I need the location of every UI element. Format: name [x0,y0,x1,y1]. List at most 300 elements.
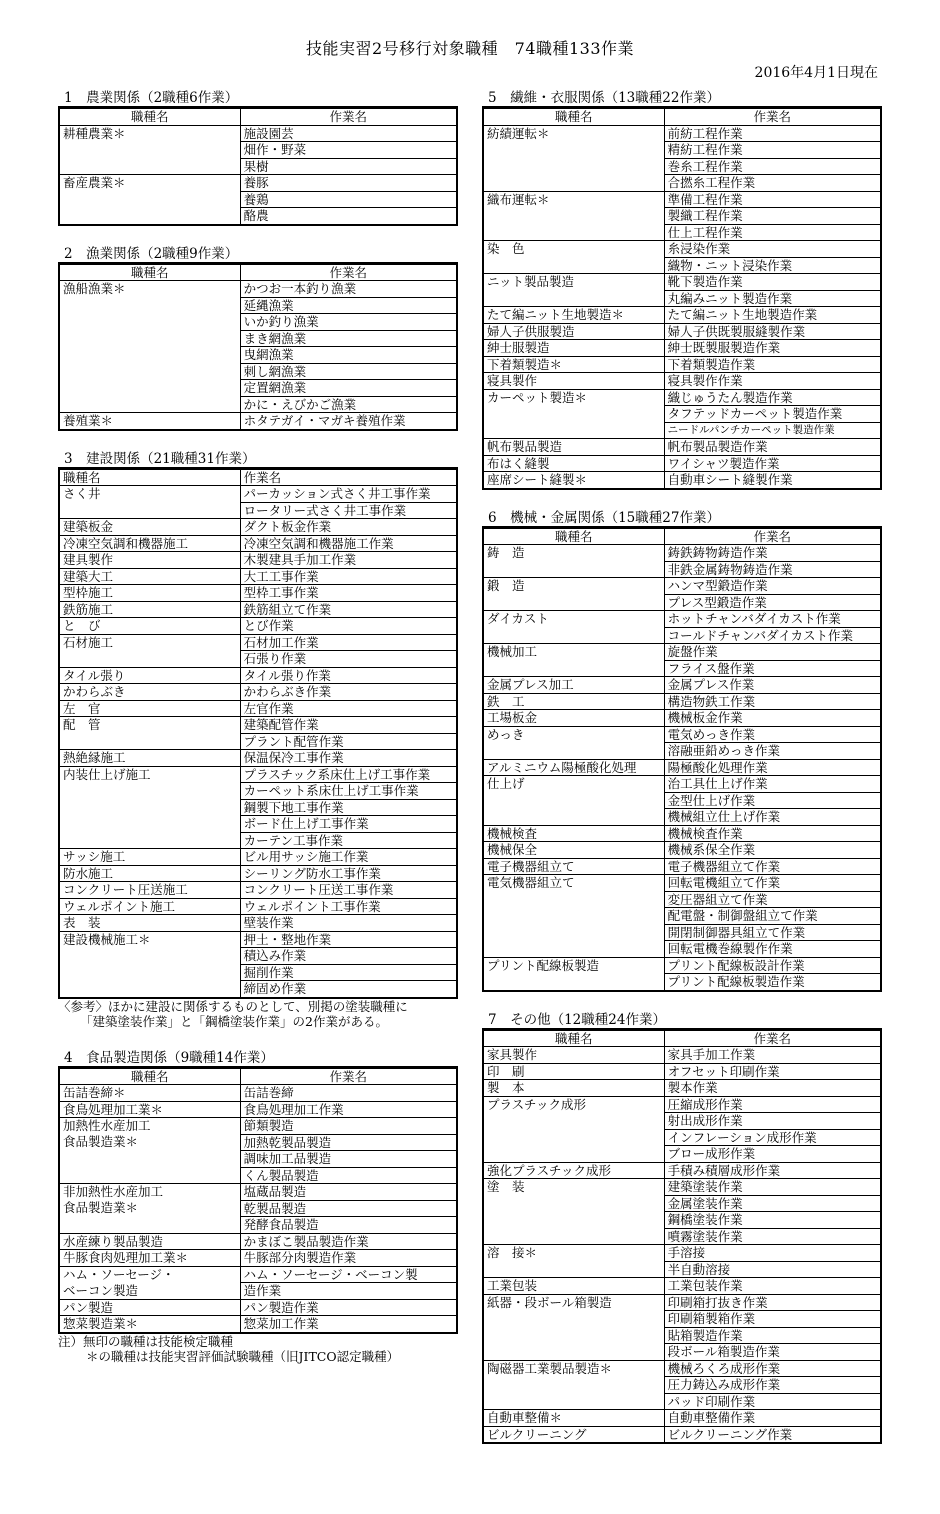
occupation-cell: 建具製作 [59,552,240,569]
task-cell: 金型仕上げ作業 [664,792,881,809]
table-row [59,634,457,651]
occupation-cell [59,158,240,175]
occupation-cell: 養殖業＊ [59,413,240,430]
table-row [483,1377,881,1394]
table-row [483,1245,881,1262]
occupation-cell [59,1167,240,1184]
table-row [59,1233,457,1250]
occupation-cell [483,290,664,307]
task-cell: ハム・ソーセージ・ベーコン製 [240,1266,457,1283]
table-row [483,974,881,991]
table-row [483,439,881,456]
occupation-cell: 帆布製品製造 [483,439,664,456]
occupation-cell [59,142,240,159]
table-row [59,684,457,701]
task-cell: 手積み積層成形作業 [664,1162,881,1179]
task-cell: ウェルポイント工事作業 [240,898,457,915]
occupation-cell [483,208,664,225]
table-row [483,1212,881,1229]
task-cell: 印刷箱製箱作業 [664,1311,881,1328]
table-row [59,330,457,347]
table-row [59,363,457,380]
table-row [483,1278,881,1295]
task-cell: 製織工程作業 [664,208,881,225]
table-row [59,158,457,175]
task-cell: 仕上工程作業 [667,224,743,240]
table-header-row [483,1030,881,1047]
table-row [59,865,457,882]
task-cell: プリント配線板設計作業 [664,957,881,974]
task-cell: 壁装作業 [240,915,457,932]
task-cell: 陽極酸化処理作業 [664,759,881,776]
table-header-row [59,264,457,281]
table-row [483,175,881,192]
task-cell: 刺し網漁業 [240,363,457,380]
table-row [483,472,881,489]
table-row [483,611,881,628]
task-cell: 加熱乾製品製造 [240,1134,457,1151]
column-header-task: 作業名 [240,264,457,281]
task-cell: ビル用サッシ施工作業 [240,849,457,866]
task-cell: 治工具仕上げ作業 [664,776,881,793]
table-row [483,545,881,562]
occupation-cell [483,158,664,175]
occupation-cell [59,502,240,519]
task-cell: かに・えびかご漁業 [243,396,357,412]
occupation-cell: 座席シート縫製＊ [483,472,664,489]
section-title: 4 食品製造関係（9職種14作業） [58,1050,458,1067]
left-column [58,90,458,1365]
table-row [483,941,881,958]
task-cell: 畑作・野菜 [240,142,457,159]
task-cell: 延縄漁業 [240,297,457,314]
occupation-cell: 寝具製作 [483,373,664,390]
task-cell: ダクト板金作業 [240,519,457,536]
task-cell: 婦人子供既製服縫製作業 [664,323,881,340]
table-row [59,1316,457,1333]
occupation-cell [483,941,664,958]
occupation-cell [483,743,664,760]
occupation-cell [59,347,240,364]
job-table [482,527,882,992]
table-row [483,125,881,142]
task-cell: 自動車整備作業 [664,1410,881,1427]
table-row [59,651,457,668]
occupation-cell [483,1377,664,1394]
occupation-cell: 表 装 [59,915,240,932]
occupation-cell [483,974,664,991]
table-row [59,175,457,192]
task-cell: 溶融亜鉛めっき作業 [667,743,780,758]
table-row [483,274,881,291]
table-row [483,406,881,423]
task-cell: 建築塗装作業 [664,1179,881,1196]
column-header-occupation: 職種名 [59,1068,240,1085]
task-cell: プラント配管作業 [243,733,344,749]
occupation-cell: 建築板金 [59,519,240,536]
column-header-task: 作業名 [240,1068,457,1085]
table-row [59,142,457,159]
table-row [59,1167,457,1184]
occupation-cell: 缶詰巻締＊ [59,1085,240,1102]
table-row [59,700,457,717]
task-cell: タフテッドカーペット製造作業 [664,406,881,423]
task-cell: 果樹 [243,158,269,174]
table-row [59,964,457,981]
occupation-cell [59,832,240,849]
task-cell: 木製建具手加工作業 [240,552,457,569]
task-cell: 機械板金作業 [664,710,881,727]
table-row [59,1250,457,1267]
table-row [483,726,881,743]
job-table [58,263,458,431]
occupation-cell: ベーコン製造 [59,1283,240,1300]
task-cell: 牛豚部分肉製造作業 [240,1250,457,1267]
occupation-cell [483,175,664,192]
task-cell: 養鶏 [240,191,457,208]
table-row [483,455,881,472]
occupation-cell: 食鳥処理加工業＊ [59,1101,240,1118]
occupation-cell: 漁船漁業＊ [59,281,240,298]
occupation-cell [483,1113,664,1130]
table-row [483,191,881,208]
occupation-cell: 鉄筋施工 [59,601,240,618]
table-row [483,1195,881,1212]
task-cell: 鉄筋組立て作業 [240,601,457,618]
occupation-cell: ビルクリーニング [483,1426,664,1443]
task-cell: 発酵食品製造 [243,1217,319,1232]
table-row [483,792,881,809]
task-cell: いか釣り漁業 [240,314,457,331]
task-cell: たて編ニット生地製造作業 [664,307,881,324]
occupation-cell [483,1212,664,1229]
table-row [483,776,881,793]
occupation-cell [483,1393,664,1410]
occupation-cell: 婦人子供服製造 [483,323,664,340]
occupation-cell: 牛豚食肉処理加工業＊ [59,1250,240,1267]
occupation-cell [483,406,664,423]
table-row [483,693,881,710]
task-cell: 機械ろくろ成形作業 [664,1360,881,1377]
occupation-cell: 家具製作 [483,1047,664,1064]
table-row [59,849,457,866]
task-cell: まき網漁業 [240,330,457,347]
occupation-cell [483,1311,664,1328]
occupation-cell: 織布運転＊ [483,191,664,208]
occupation-cell [483,594,664,611]
task-cell: 掘削作業 [240,964,457,981]
task-cell: フライス盤作業 [667,660,755,676]
task-cell: 食鳥処理加工作業 [240,1101,457,1118]
table-row [483,1146,881,1163]
task-cell: 大工工事作業 [240,568,457,585]
task-cell: 金属塗装作業 [664,1195,881,1212]
task-cell: 家具手加工作業 [667,1047,756,1062]
occupation-cell [59,799,240,816]
task-cell: ニードルパンチカーペット製造作業 [667,423,835,436]
task-cell: ホットチャンバダイカスト作業 [664,611,881,628]
task-cell: ブロー成形作業 [667,1146,756,1161]
occupation-cell: 非加熱性水産加工 [59,1184,240,1201]
occupation-cell: 自動車整備＊ [483,1410,664,1427]
table-row [483,241,881,258]
occupation-cell [59,191,240,208]
occupation-cell: 機械検査 [483,825,664,842]
table-row [483,809,881,826]
task-cell: プリント配線板製造作業 [667,974,805,989]
table-row [59,568,457,585]
section-title: 3 建設関係（21職種31作業） [58,451,458,468]
page-title: 技能実習2号移行対象職種 74職種133作業 [305,39,635,58]
occupation-cell: コンクリート圧送施工 [59,882,240,899]
table-row [483,1327,881,1344]
table-row [483,1393,881,1410]
table-row [59,832,457,849]
occupation-cell [483,792,664,809]
task-cell: 曳網漁業 [240,347,457,364]
table-row [59,799,457,816]
occupation-cell: と び [59,618,240,635]
table-row [59,601,457,618]
occupation-cell: さく井 [59,486,240,503]
task-cell: ホタテガイ・マガキ養殖作業 [240,413,457,430]
table-row [483,842,881,859]
occupation-cell: アルミニウム陽極酸化処理 [483,759,664,776]
table-row [59,535,457,552]
occupation-cell: 建築大工 [59,568,240,585]
occupation-cell: プラスチック成形 [483,1096,664,1113]
table-row [59,297,457,314]
occupation-cell: 鉄 工 [483,693,664,710]
occupation-cell [483,891,664,908]
occupation-cell: 水産練り製品製造 [59,1233,240,1250]
occupation-cell [59,297,240,314]
table-row [483,1294,881,1311]
task-cell: 圧力鋳込み成形作業 [664,1377,881,1394]
task-cell: 機械系保全作業 [664,842,881,859]
table-row [59,1217,457,1234]
task-cell: 織じゅうたん製造作業 [664,389,881,406]
as-of-date: 2016年4月1日現在 [754,65,878,81]
occupation-cell [483,1261,664,1278]
occupation-cell [483,1129,664,1146]
construction-note-line1: 〈参考〉ほかに建設に関係するものとして、別掲の塗装職種に [58,998,408,1014]
table-row [59,981,457,998]
task-cell: ハンマ型鍛造作業 [664,578,881,595]
occupation-cell [59,1217,240,1234]
table-row [59,191,457,208]
table-row [483,224,881,241]
task-cell: 半自動溶接 [667,1261,731,1277]
task-cell: ワイシャツ製造作業 [664,455,881,472]
task-cell: プラスチック系床仕上げ工事作業 [240,766,457,783]
occupation-cell [483,257,664,274]
table-row [59,1299,457,1316]
occupation-cell [483,627,664,644]
table-row [59,1151,457,1168]
occupation-cell: 石材施工 [59,634,240,651]
task-cell: 合撚糸工程作業 [667,175,756,190]
section-fishery [58,246,458,431]
task-cell: 乾製品製造 [240,1200,457,1217]
table-row [59,1283,457,1300]
task-cell: 建築配管作業 [240,717,457,734]
task-cell: 印刷箱打抜き作業 [664,1294,881,1311]
occupation-cell: タイル張り [59,667,240,684]
occupation-cell [59,363,240,380]
column-header-task: 作業名 [664,108,881,125]
table-row [483,1047,881,1064]
table-row [483,1179,881,1196]
table-row [483,208,881,225]
occupation-cell [59,380,240,397]
table-row [483,1162,881,1179]
task-cell: 段ボール箱製造作業 [667,1344,780,1359]
occupation-cell: 熱絶縁施工 [59,750,240,767]
occupation-cell: 加熱性水産加工 [59,1118,240,1135]
table-row [483,356,881,373]
table-row [59,816,457,833]
table-row [59,208,457,225]
column-header-task: 作業名 [664,1030,881,1047]
task-cell: 積込み作業 [240,948,457,965]
table-row [59,783,457,800]
occupation-cell: 電子機器組立て [483,858,664,875]
section-food [58,1050,458,1334]
table-row [59,347,457,364]
task-cell: オフセット印刷作業 [664,1063,881,1080]
occupation-cell: 印 刷 [483,1063,664,1080]
table-row [483,644,881,661]
occupation-cell: 鋳 造 [483,545,664,562]
table-row [59,1134,457,1151]
job-table [482,1029,882,1445]
section-construction [58,451,458,999]
occupation-cell [59,948,240,965]
occupation-cell: 工場板金 [483,710,664,727]
section-machinery [482,510,882,992]
task-cell: 巻糸工程作業 [664,158,881,175]
task-cell: 造作業 [243,1283,282,1298]
job-table [58,1067,458,1334]
task-cell: コールドチャンバダイカスト作業 [667,627,853,643]
table-row [59,618,457,635]
task-cell: 鋼橋塗装作業 [664,1212,881,1229]
occupation-cell [59,981,240,998]
column-header-occupation: 職種名 [483,1030,664,1047]
task-cell: 締固め作業 [243,981,307,996]
table-row [59,502,457,519]
task-cell: かまぼこ製品製造作業 [240,1233,457,1250]
task-cell: 左官作業 [240,700,457,717]
job-table [58,468,458,999]
task-cell: 鋼製下地工事作業 [240,799,457,816]
table-row [59,948,457,965]
task-cell: 酪農 [243,208,269,223]
table-row [483,825,881,842]
occupation-cell: 耕種農業＊ [59,125,240,142]
task-cell: ロータリー式さく井工事作業 [243,502,407,518]
table-row [59,1101,457,1118]
table-row [59,667,457,684]
task-cell: 養豚 [240,175,457,192]
occupation-cell [59,330,240,347]
occupation-cell: 建設機械施工＊ [59,931,240,948]
task-cell: 工業包装作業 [664,1278,881,1295]
occupation-cell: 紳士服製造 [483,340,664,357]
task-cell: 変圧器組立て作業 [664,891,881,908]
table-row [59,1200,457,1217]
occupation-cell: 防水施工 [59,865,240,882]
task-cell: 自動車シート縫製作業 [664,472,881,489]
task-cell: 靴下製造作業 [664,274,881,291]
table-row [483,422,881,439]
task-cell: 型枠工事作業 [240,585,457,602]
task-cell: 旋盤作業 [664,644,881,661]
column-header-occupation: 職種名 [59,264,240,281]
table-row [483,759,881,776]
job-table [482,107,882,490]
occupation-cell: 染 色 [483,241,664,258]
table-row [59,750,457,767]
table-row [483,307,881,324]
task-cell: 下着類製造作業 [664,356,881,373]
table-row [483,373,881,390]
occupation-cell [483,1195,664,1212]
occupation-cell: 内装仕上げ施工 [59,766,240,783]
occupation-cell: 冷凍空気調和機器施工 [59,535,240,552]
table-row [483,1096,881,1113]
occupation-cell: ニット製品製造 [483,274,664,291]
occupation-cell [483,1327,664,1344]
table-row [59,1266,457,1283]
task-cell: 準備工程作業 [664,191,881,208]
table-row [59,1118,457,1135]
table-row [483,1113,881,1130]
table-row [483,1129,881,1146]
occupation-cell: 紙器・段ボール箱製造 [483,1294,664,1311]
table-row [483,743,881,760]
task-cell: くん製品製造 [243,1167,319,1183]
section-other [482,1012,882,1445]
occupation-cell: 紡績運転＊ [483,125,664,142]
table-row [483,908,881,925]
occupation-cell [483,809,664,826]
table-row [483,677,881,694]
occupation-cell: 左 官 [59,700,240,717]
task-cell: かわらぶき作業 [240,684,457,701]
task-cell: 非鉄金属鋳物鋳造作業 [667,561,793,577]
task-cell: 冷凍空気調和機器施工作業 [240,535,457,552]
occupation-cell [483,561,664,578]
table-row [59,125,457,142]
table-row [59,1085,457,1102]
section-title: 1 農業関係（2職種6作業） [58,90,458,107]
task-cell: 丸編みニット製造作業 [667,290,793,306]
table-row [483,561,881,578]
occupation-cell [59,208,240,225]
task-cell: 塩蔵品製造 [240,1184,457,1201]
task-cell: 調味加工品製造 [240,1151,457,1168]
table-row [59,552,457,569]
table-row [483,1080,881,1097]
table-header-row [59,108,457,125]
table-row [59,1184,457,1201]
table-row [483,1410,881,1427]
task-cell: 圧縮成形作業 [664,1096,881,1113]
occupation-cell [59,651,240,668]
occupation-cell: 金属プレス加工 [483,677,664,694]
